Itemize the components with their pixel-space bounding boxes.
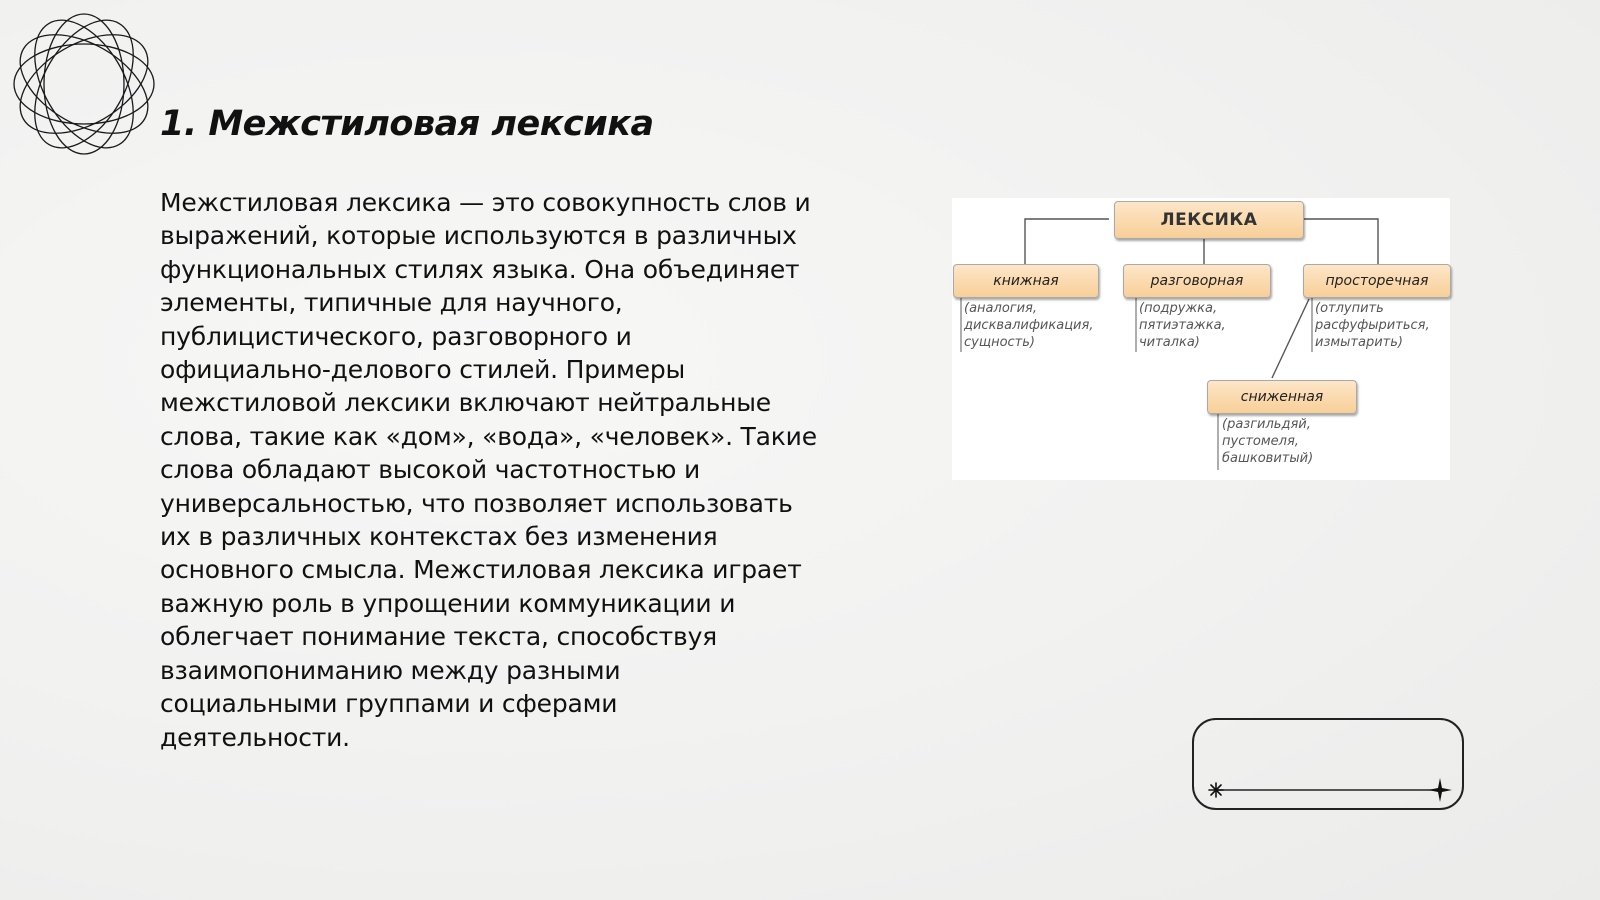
cross-star-icon: [1428, 778, 1452, 802]
diagram-node-colloquial: разговорная: [1123, 264, 1271, 298]
diagram-examples-reduced: (разгильдяй, пустомеля, башковитый): [1222, 417, 1314, 466]
decorative-pill-frame: [1192, 718, 1464, 810]
diagram-examples-vernacular: (отлупить расфуфыриться, измытарить): [1315, 301, 1430, 350]
diagram-node-bookish: книжная: [953, 264, 1099, 298]
diagram-node-root: ЛЕКСИКА: [1114, 201, 1304, 239]
diagram-examples-bookish: (аналогия, дисквалификация, сущность): [964, 301, 1094, 350]
diagram-examples-colloquial: (подружка, пятиэтажка, читалка): [1139, 301, 1226, 350]
lexicon-diagram: [952, 198, 1450, 480]
diagram-node-reduced: сниженная: [1207, 380, 1357, 414]
sparkle-icon: [1209, 783, 1223, 797]
slide-body-text: Межстиловая лексика — это совокупность слов и выражений, которые используются в различных функциональных стилях языка. Она объединяет элементы, типичные для научного, публицистического, разговорного и официально-делового стилей. Примеры межстиловой лексики включают нейтральные слова, такие как «дом», «вода», «человек». Такие слова обладают высокой частотностью и универсальностью, что позволяет использовать их в различных контекстах без изменения основного смысла. Межстиловая лексика играет важную роль в упрощении коммуникации и облегчает понимание текста, способствуя взаимопониманию между разными социальными группами и сферами деятельности.: [160, 188, 817, 752]
diagram-node-vernacular: просторечная: [1303, 264, 1451, 298]
slide-title: 1. Межстиловая лексика: [160, 104, 654, 144]
orbit-rings-icon: [8, 8, 160, 160]
